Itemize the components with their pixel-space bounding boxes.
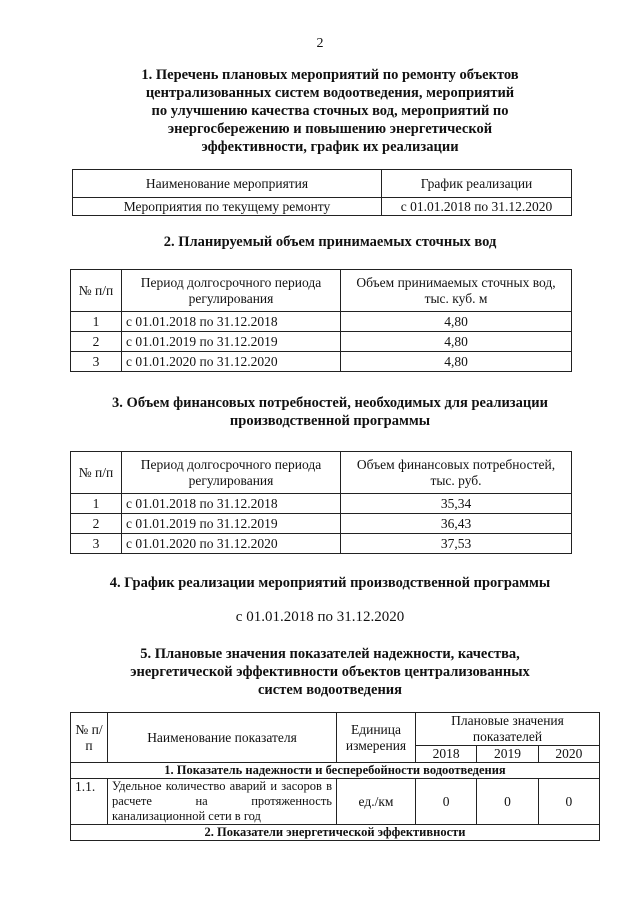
table-header: Объем принимаемых сточных вод, тыс. куб. м xyxy=(341,270,572,312)
year-header: 2020 xyxy=(538,746,599,763)
table-header: Период долгосрочного периода регулирования xyxy=(122,270,341,312)
table-row: 3 с 01.01.2020 по 31.12.2020 4,80 xyxy=(71,352,572,372)
year-header: 2019 xyxy=(477,746,538,763)
table-header: Плановые значения показателей xyxy=(416,713,600,746)
table-cell: с 01.01.2018 по 31.12.2020 xyxy=(382,198,572,216)
group-row: 1. Показатель надежности и бесперебойности водоотведения xyxy=(71,763,600,779)
table-header: № п/п xyxy=(71,452,122,494)
section1-title: 1. Перечень плановых мероприятий по ремонту объектов централизованных систем водоотведения, мероприятий по улучшению качества сточных вод, мероприятий по энергосбережению и повышению энергетической эффективности, график их реализации xyxy=(141,67,519,155)
table-row xyxy=(73,198,572,216)
page-number: 2 xyxy=(316,36,324,51)
table-header: Объем финансовых потребностей, тыс. руб. xyxy=(341,452,572,494)
table-header: № п/п xyxy=(71,713,108,763)
group-row: 2. Показатели энергетической эффективности xyxy=(71,825,600,841)
section1-table xyxy=(72,169,572,216)
table-header: Наименование показателя xyxy=(108,713,337,763)
table-row: 2 с 01.01.2019 по 31.12.2019 36,43 xyxy=(71,514,572,534)
section2-table xyxy=(70,269,572,372)
table-row: 1.1. Удельное количество аварий и засоров в расчете на протяженность канализационной сети в год ед./км 0 0 0 xyxy=(71,779,600,825)
section4-title: 4. График реализации мероприятий производственной программы xyxy=(109,575,551,591)
section5-title: 5. Плановые значения показателей надежности, качества, энергетической эффективности объектов централизованных систем водоотведения xyxy=(130,646,530,698)
table-row: 1 с 01.01.2018 по 31.12.2018 4,80 xyxy=(71,312,572,332)
table-header: Наименование мероприятия xyxy=(73,170,382,198)
section4-period: с 01.01.2018 по 31.12.2020 xyxy=(235,609,405,625)
table-row: 2 с 01.01.2019 по 31.12.2019 4,80 xyxy=(71,332,572,352)
table-row: 1 с 01.01.2018 по 31.12.2018 35,34 xyxy=(71,494,572,514)
section3-table xyxy=(70,451,572,554)
table-header: № п/п xyxy=(71,270,122,312)
table-header: График реализации xyxy=(382,170,572,198)
table-header: Период долгосрочного периода регулирования xyxy=(122,452,341,494)
table-row: 3 с 01.01.2020 по 31.12.2020 37,53 xyxy=(71,534,572,554)
section3-title: 3. Объем финансовых потребностей, необходимых для реализации производственной программы xyxy=(112,395,548,429)
year-header: 2018 xyxy=(416,746,477,763)
table-cell: Мероприятия по текущему ремонту xyxy=(73,198,382,216)
table-header: Единица измерения xyxy=(337,713,416,763)
section5-table xyxy=(70,712,600,841)
section2-title: 2. Планируемый объем принимаемых сточных вод xyxy=(163,234,497,250)
